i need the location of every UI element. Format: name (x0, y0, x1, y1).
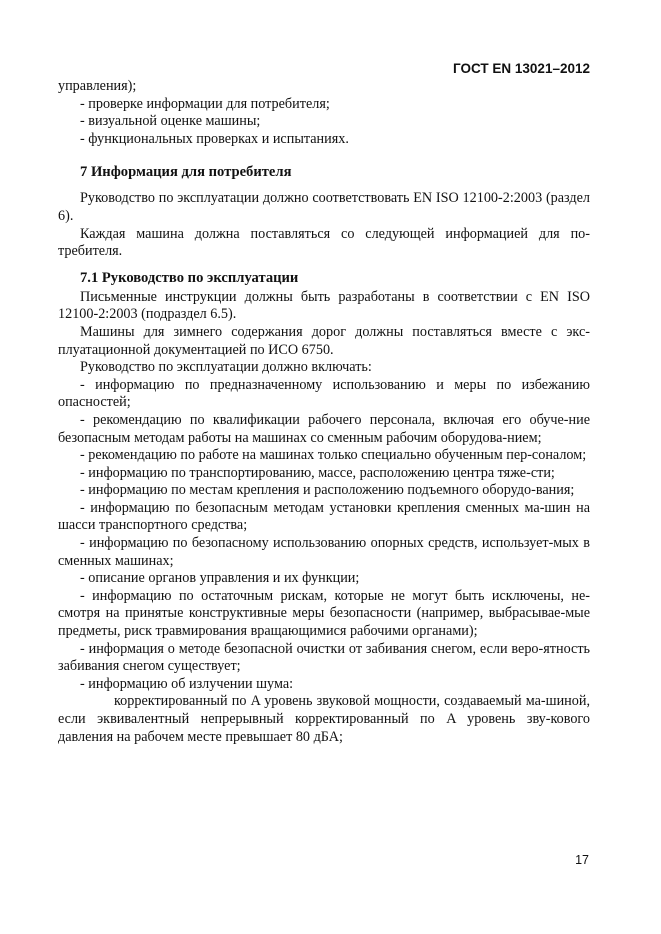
list-item: - рекомендацию по работе на машинах только специально обученным пер-соналом; (80, 447, 587, 464)
list-item: - проверке информации для потребителя; (80, 95, 330, 112)
list-item: - информацию об излучении шума: (80, 675, 294, 692)
page-number: 17 (575, 853, 589, 867)
list-item: - функциональных проверках и испытаниях. (80, 130, 349, 147)
paragraph: Письменные инструкции должны быть разработаны в соответствии с EN ISO 12100-2:2003 (подраздел 6.5). (58, 288, 590, 323)
list-item: - информацию по предназначенному использованию и меры по избежанию опасностей; (58, 376, 590, 411)
paragraph: Руководство по эксплуатации должно соответствовать EN ISO 12100-2:2003 (раздел 6). (58, 190, 590, 224)
list-item: - описание органов управления и их функции; (80, 570, 360, 587)
list-item: - информацию по местам крепления и расположению подъемного оборудо-вания; (80, 482, 575, 499)
document-header: ГОСТ EN 13021–2012 (453, 61, 590, 76)
section-7-1-heading: 7.1 Руководство по эксплуатации (80, 269, 299, 286)
paragraph: Машины для зимнего содержания дорог должны поставляться вместе с экс-плуатационной документацией по ИСО 6750. (58, 323, 590, 358)
list-item: - информацию по остаточным рискам, которые не могут быть исключены, не-смотря на принятые конструктивные меры безопасности (например, выбрасывае-мые предметы, риск травмирования вращающимися рабочими органами); (58, 587, 590, 640)
list-item: - информацию по безопасному использованию опорных средств, использует-мых в сменных машинах; (58, 535, 590, 569)
list-item: - информация о методе безопасной очистки от забивания снегом, если веро-ятность забивания снегом существует; (58, 640, 590, 675)
paragraph: Руководство по эксплуатации должно включать: (80, 359, 372, 376)
continuation-line: управления); (58, 78, 137, 94)
noise-paragraph: корректированный по A уровень звуковой мощности, создаваемый ма-шиной, если эквивалентный непрерывный корректированный по A уровень зву-кового давления на рабочем месте превышает 80 дБА; (58, 693, 590, 745)
page-content (58, 78, 590, 746)
paragraph: Каждая машина должна поставляться со следующей информацией для по-требителя. (58, 225, 590, 260)
section-7-heading: 7 Информация для потребителя (80, 164, 292, 181)
list-item: - информацию по транспортированию, массе, расположению центра тяже-сти; (80, 464, 555, 481)
list-item: - рекомендацию по квалификации рабочего персонала, включая его обуче-ние безопасным методам работы на машинах со сменным рабочим оборудова-нием; (58, 411, 590, 446)
list-item: - информацию по безопасным методам установки крепления сменных ма-шин на шасси транспортного средства; (58, 499, 590, 534)
list-item: - визуальной оценке машины; (80, 113, 261, 130)
